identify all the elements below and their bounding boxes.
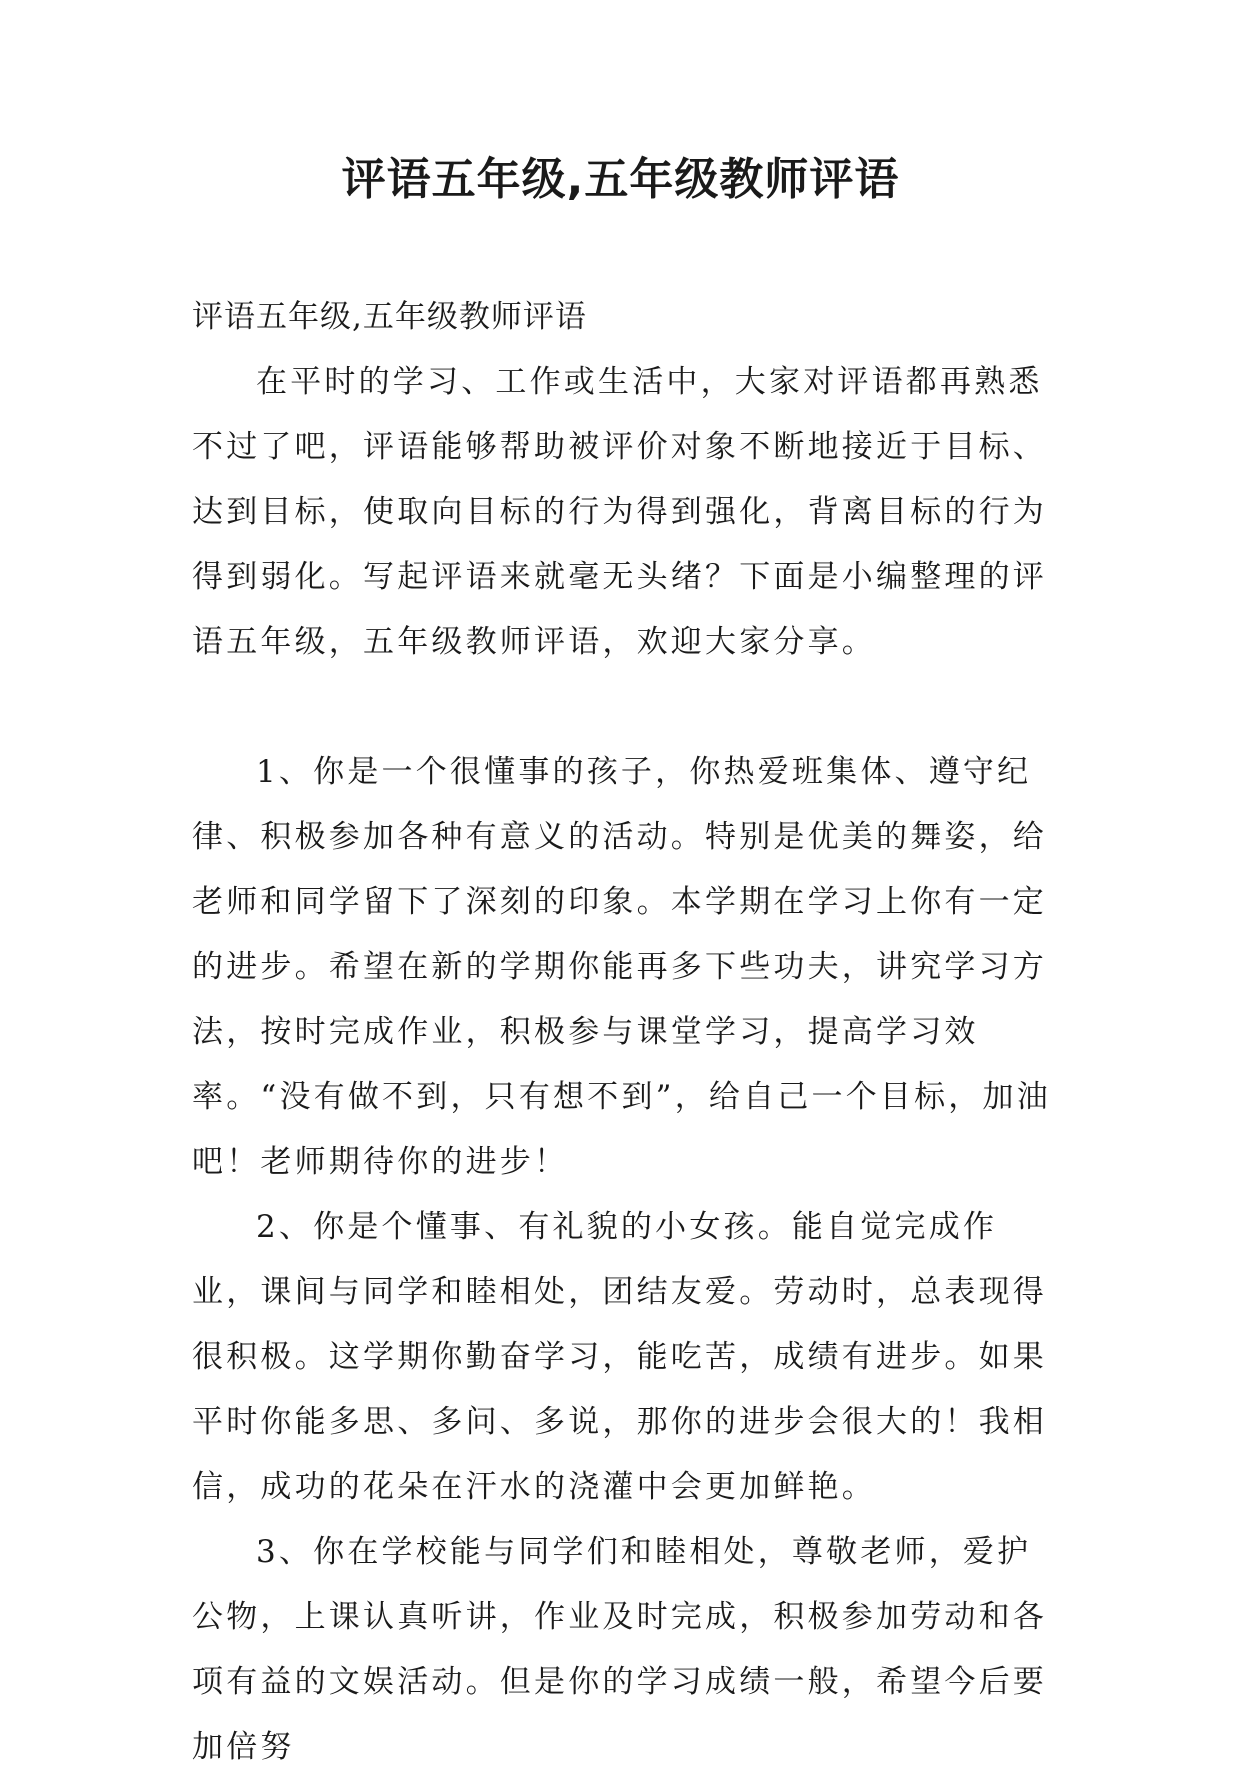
- document-subtitle: 评语五年级,五年级教师评语: [192, 299, 587, 335]
- comment-paragraph-2: 2、你是个懂事、有礼貌的小女孩。能自觉完成作业，课间与同学和睦相处，团结友爱。劳动时，总表现得很积极。这学期你勤奋学习，能吃苦，成绩有进步。如果平时你能多思、多问、多说，那你的进步会很大的！我相信，成功的花朵在汗水的浇灌中会更加鲜艳。: [192, 1209, 1047, 1505]
- paragraph-spacer: [192, 675, 1056, 740]
- comment-paragraph-3: 3、你在学校能与同学们和睦相处，尊敬老师，爱护公物，上课认真听讲，作业及时完成，积极参加劳动和各项有益的文娱活动。但是你的学习成绩一般，希望今后要加倍努: [192, 1534, 1047, 1765]
- comment-paragraph-1: 1、你是一个很懂事的孩子，你热爱班集体、遵守纪律、积极参加各种有意义的活动。特别是优美的舞姿，给老师和同学留下了深刻的印象。本学期在学习上你有一定的进步。希望在新的学期你能再多下些功夫，讲究学习方法，按时完成作业，积极参与课堂学习，提高学习效率。“没有做不到，只有想不到”，给自己一个目标，加油吧！老师期待你的进步！: [192, 754, 1051, 1180]
- document-title: 评语五年级,五年级教师评语: [341, 154, 900, 205]
- document-body: [192, 285, 1056, 1780]
- intro-paragraph: 在平时的学习、工作或生活中，大家对评语都再熟悉不过了吧，评语能够帮助被评价对象不断地接近于目标、达到目标，使取向目标的行为得到强化，背离目标的行为得到弱化。写起评语来就毫无头绪？下面是小编整理的评语五年级，五年级教师评语，欢迎大家分享。: [192, 364, 1047, 660]
